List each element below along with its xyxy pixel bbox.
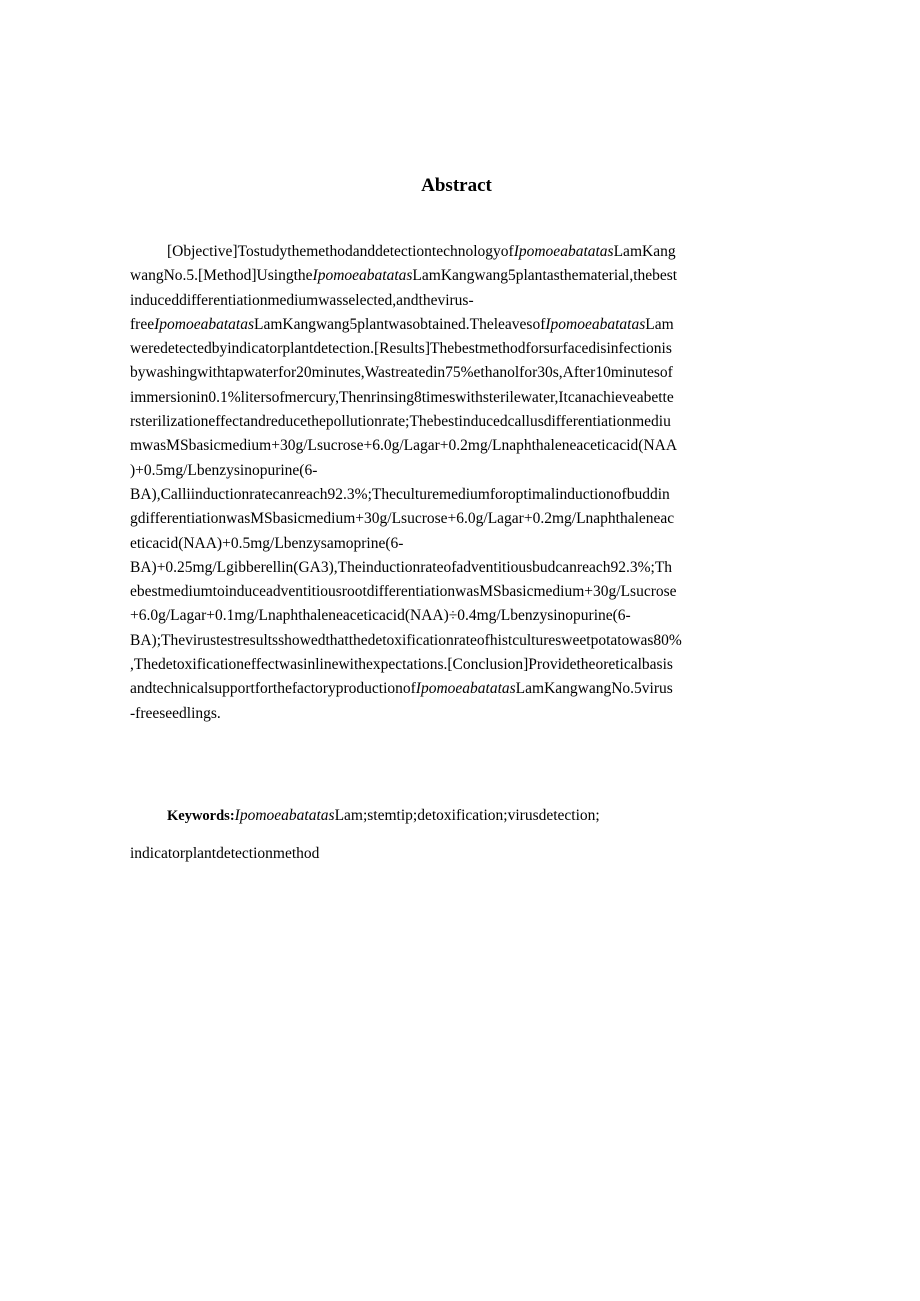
abstract-text: [Objective]Tostudythemethodanddetectiontechnologyof: [167, 243, 514, 260]
abstract-line: [130, 507, 790, 531]
species-name-italic: Ipomoeabatatas: [312, 267, 413, 285]
abstract-text: wangNo.5.[Method]Usingthe: [130, 267, 313, 285]
species-name-italic: Ipomoeabatatas: [545, 315, 646, 333]
abstract-text: mwasMSbasicmedium+30g/Lsucrose+6.0g/Lagar+0.2mg/Lnaphthaleneaceticacid(NAA: [130, 437, 678, 455]
abstract-text: Lam: [645, 315, 674, 333]
abstract-line: [130, 264, 790, 288]
abstract-text: bywashingwithtapwaterfor20minutes,Wastreatedin75%ethanolfor30s,After10minutesof: [130, 364, 673, 382]
abstract-text: ,Thedetoxificationeffectwasinlinewithexpectations.[Conclusion]Providetheoreticalbasis: [130, 656, 673, 674]
abstract-line: [130, 289, 790, 313]
abstract-text: gdifferentiationwasMSbasicmedium+30g/Lsucrose+6.0g/Lagar+0.2mg/Lnaphthaleneac: [130, 510, 675, 528]
abstract-title: Abstract: [421, 175, 492, 196]
abstract-line: [130, 240, 790, 264]
abstract-text: LamKangwangNo.5virus: [515, 680, 673, 698]
abstract-text: LamKang: [613, 243, 676, 260]
keywords-line: [167, 804, 600, 828]
abstract-text: immersionin0.1%litersofmercury,Thenrinsing8timeswithsterilewater,Itcanachieveabette: [130, 388, 674, 406]
abstract-line: [130, 702, 790, 726]
keywords-list: Lam;stemtip;detoxification;virusdetection;: [334, 807, 600, 824]
abstract-text: andtechnicalsupportforthefactoryproductionof: [130, 680, 416, 698]
abstract-text: +6.0g/Lagar+0.1mg/Lnaphthaleneaceticacid(NAA)÷0.4mg/Lbenzysinopurine(6-: [130, 607, 631, 625]
abstract-line: [130, 629, 790, 653]
abstract-line: [130, 653, 790, 677]
abstract-line: [130, 459, 790, 483]
abstract-text: BA);Thevirustestresultsshowedthatthedetoxificationrateofhistculturesweetpotatowas80%: [130, 631, 682, 649]
abstract-line: [130, 361, 790, 385]
species-name-italic: Ipomoeabatatas: [513, 243, 614, 260]
species-name-italic: Ipomoeabatatas: [415, 680, 516, 698]
abstract-line: [130, 410, 790, 434]
abstract-line: [130, 532, 790, 556]
abstract-text: BA)+0.25mg/Lgibberellin(GA3),Theinductionrateofadventitiousbudcanreach92.3%;Th: [130, 558, 673, 576]
abstract-line: [130, 604, 790, 628]
abstract-line: [130, 313, 790, 337]
abstract-text: BA),Calliinductionratecanreach92.3%;Theculturemediumforoptimalinductionofbuddin: [130, 485, 670, 503]
abstract-text: )+0.5mg/Lbenzysinopurine(6-: [130, 461, 318, 479]
keywords-species: Ipomoeabatatas: [234, 807, 335, 824]
abstract-text: free: [130, 315, 155, 333]
abstract-text: rsterilizationeffectandreducethepollutionrate;Thebestinducedcallusdifferentiationmediu: [130, 413, 671, 431]
abstract-body: [130, 240, 790, 726]
abstract-text: induceddifferentiationmediumwasselected,andthevirus-: [130, 291, 474, 309]
keywords-continuation: indicatorplantdetectionmethod: [130, 845, 320, 862]
abstract-line: [130, 580, 790, 604]
abstract-text: LamKangwang5plantwasobtained.Theleavesof: [253, 315, 546, 333]
abstract-line: [130, 556, 790, 580]
abstract-line: [130, 677, 790, 701]
abstract-line: [130, 483, 790, 507]
abstract-text: weredetectedbyindicatorplantdetection.[Results]Thebestmethodforsurfacedisinfectionis: [130, 340, 672, 358]
abstract-text: eticacid(NAA)+0.5mg/Lbenzysamoprine(6-: [130, 534, 404, 552]
abstract-line: [130, 386, 790, 410]
abstract-line: [130, 434, 790, 458]
species-name-italic: Ipomoeabatatas: [154, 315, 254, 333]
abstract-text: ebestmediumtoinduceadventitiousrootdifferentiationwasMSbasicmedium+30g/Lsucrose: [130, 583, 677, 601]
abstract-text: LamKangwang5plantasthematerial,thebest: [412, 267, 678, 285]
keywords-label: Keywords:: [167, 808, 235, 824]
abstract-line: [130, 337, 790, 361]
abstract-text: -freeseedlings.: [130, 704, 221, 722]
